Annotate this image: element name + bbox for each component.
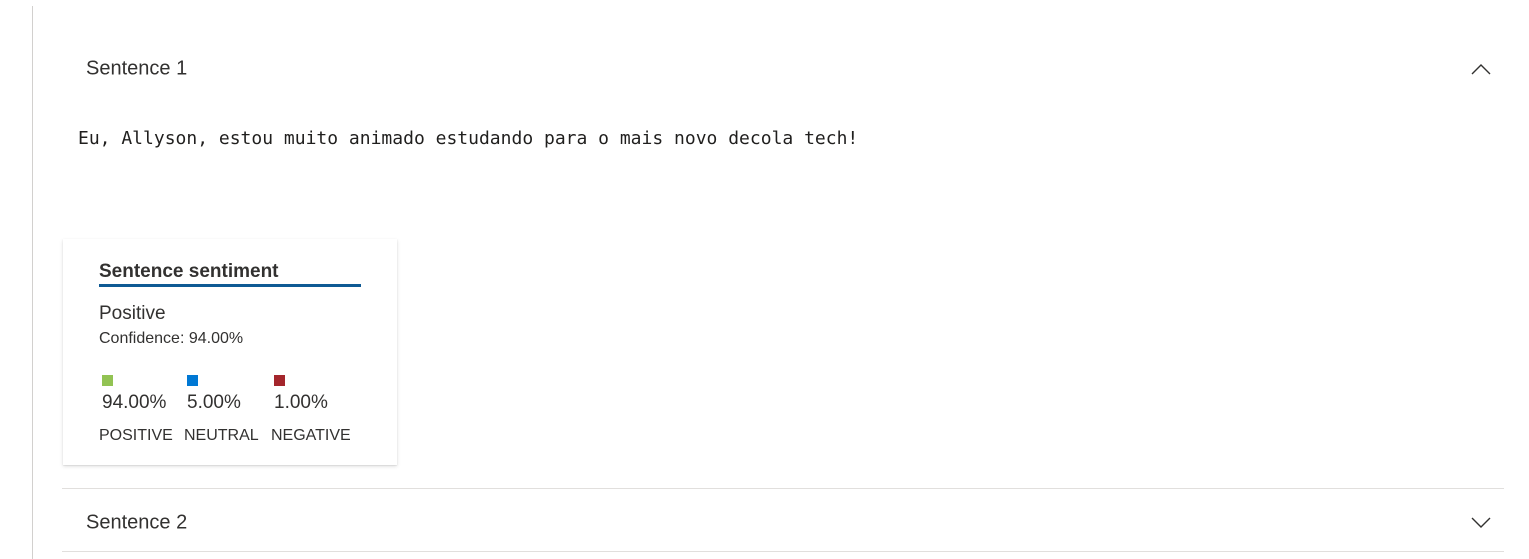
positive-label: POSITIVE [99, 427, 173, 444]
sentiment-label: Positive [99, 303, 166, 324]
negative-swatch [274, 375, 285, 386]
card-title: Sentence sentiment [99, 261, 279, 282]
neutral-label: NEUTRAL [184, 427, 259, 444]
confidence-text: Confidence: 94.00% [99, 330, 244, 347]
sentence-sentiment-card [63, 239, 397, 465]
sentence-2-accordion-header[interactable] [62, 492, 1504, 554]
sentence-1-title: Sentence 1 [86, 57, 188, 80]
accordion-divider [62, 488, 1504, 489]
neutral-value: 5.00% [187, 392, 241, 413]
sentence-1-accordion-header[interactable] [62, 38, 1504, 100]
sentence-1-text: Eu, Allyson, estou muito animado estudando para o mais novo decola tech! [78, 128, 859, 149]
sentence-2-title: Sentence 2 [86, 511, 188, 534]
chevron-down-icon[interactable] [1470, 516, 1492, 530]
positive-value: 94.00% [102, 392, 167, 413]
negative-value: 1.00% [274, 392, 328, 413]
left-border-rule [32, 6, 33, 559]
card-title-underline [99, 284, 361, 287]
accordion-divider-bottom [62, 551, 1504, 552]
neutral-swatch [187, 375, 198, 386]
negative-label: NEGATIVE [271, 427, 351, 444]
chevron-up-icon[interactable] [1470, 62, 1492, 76]
positive-swatch [102, 375, 113, 386]
